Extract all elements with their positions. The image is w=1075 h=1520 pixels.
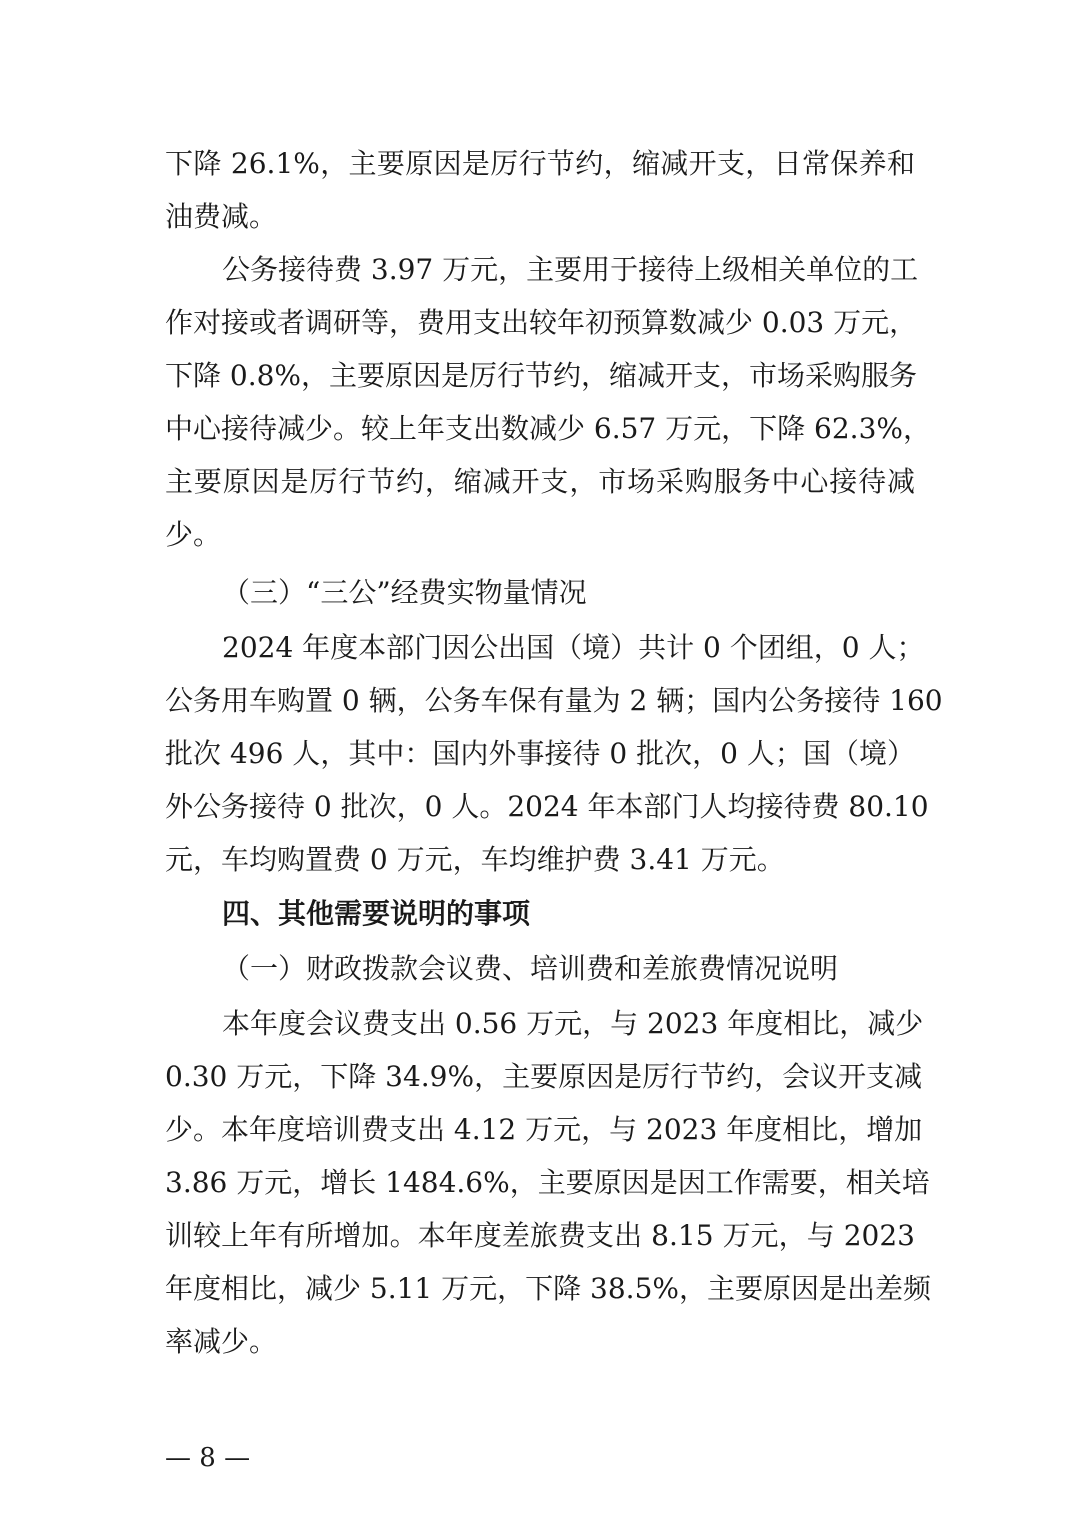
section-heading: 四、其他需要说明的事项: [222, 897, 531, 930]
section-heading: （三）“三公”经费实物量情况: [222, 576, 587, 609]
subsection-heading: （一）财政拨款会议费、培训费和差旅费情况说明: [222, 952, 839, 985]
text-line: 下降 26.1%，主要原因是厉行节约，缩减开支，日常保养和: [165, 147, 915, 180]
text-line: 公务用车购置 0 辆，公务车保有量为 2 辆；国内公务接待 160: [165, 684, 943, 717]
text-line: 批次 496 人，其中：国内外事接待 0 批次，0 人；国（境）: [165, 737, 915, 770]
text-line: 公务接待费 3.97 万元，主要用于接待上级相关单位的工: [222, 253, 919, 286]
text-line: 少。: [165, 518, 222, 551]
text-line: 2024 年度本部门因公出国（境）共计 0 个团组，0 人；: [222, 631, 925, 664]
text-line: 少。本年度培训费支出 4.12 万元，与 2023 年度相比，增加: [165, 1113, 923, 1146]
text-line: 元，车均购置费 0 万元，车均维护费 3.41 万元。: [165, 843, 785, 876]
text-line: 外公务接待 0 批次，0 人。2024 年本部门人均接待费 80.10: [165, 790, 929, 823]
text-line: 训较上年有所增加。本年度差旅费支出 8.15 万元，与 2023: [165, 1219, 915, 1252]
text-line: 作对接或者调研等，费用支出较年初预算数减少 0.03 万元，: [165, 306, 918, 339]
text-line: 本年度会议费支出 0.56 万元，与 2023 年度相比，减少: [222, 1007, 924, 1040]
text-line: 率减少。: [165, 1325, 278, 1358]
text-line: 主要原因是厉行节约，缩减开支，市场采购服务中心接待减: [165, 465, 915, 498]
text-line: 3.86 万元，增长 1484.6%，主要原因是因工作需要，相关培: [165, 1166, 930, 1199]
page-number: — 8 —: [165, 1443, 251, 1473]
text-line: 年度相比，减少 5.11 万元，下降 38.5%，主要原因是出差频: [165, 1272, 931, 1305]
text-line: 下降 0.8%，主要原因是厉行节约，缩减开支，市场采购服务: [165, 359, 918, 392]
text-line: 0.30 万元，下降 34.9%，主要原因是厉行节约，会议开支减: [165, 1060, 923, 1093]
text-line: 中心接待减少。较上年支出数减少 6.57 万元，下降 62.3%，: [165, 412, 931, 445]
text-line: 油费减。: [165, 200, 278, 233]
